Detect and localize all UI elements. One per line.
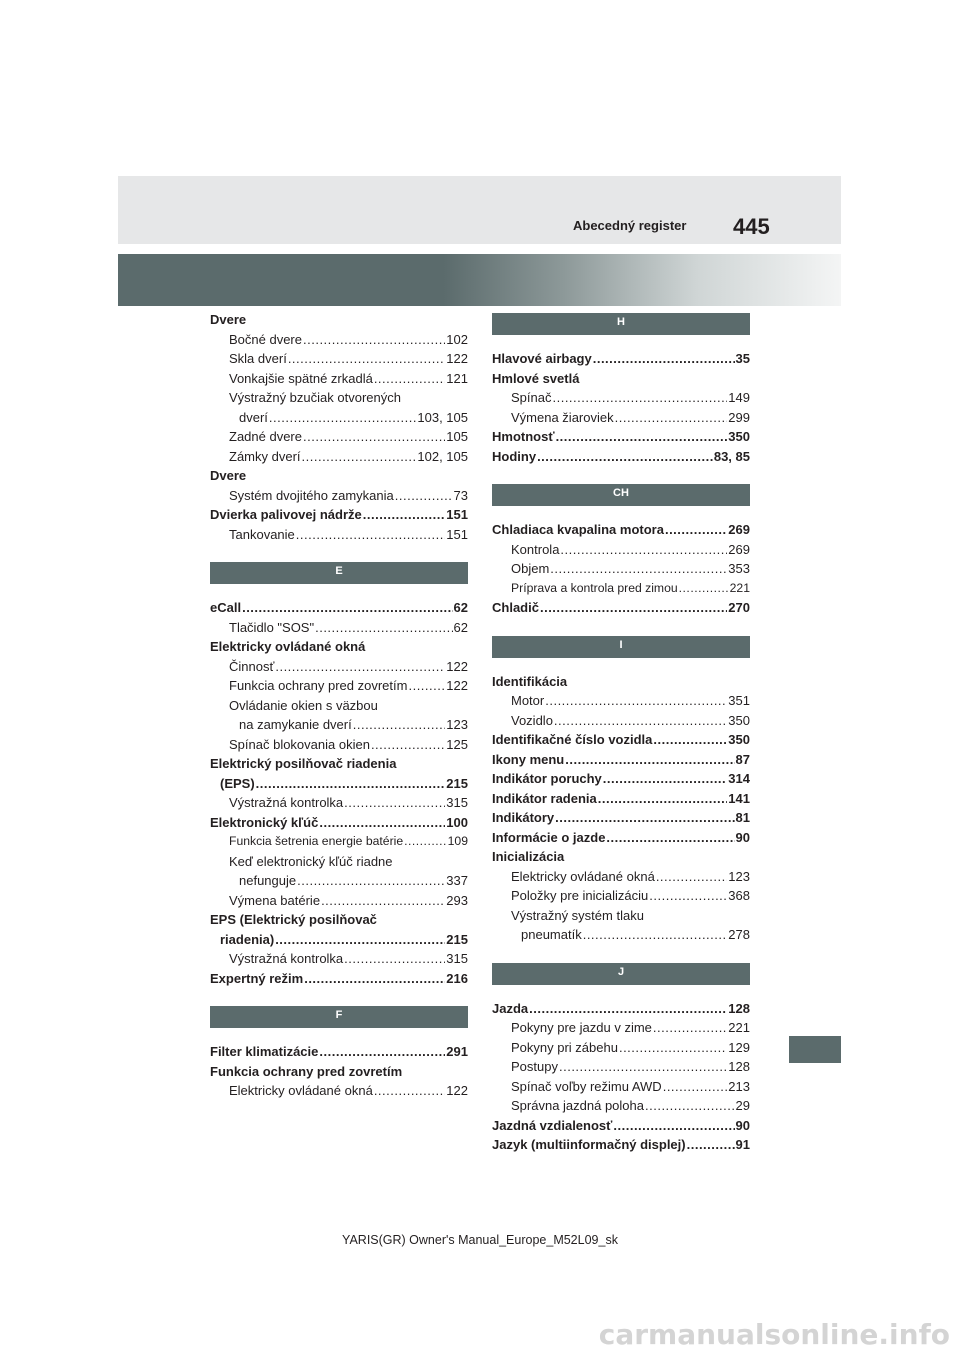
entry-text: Hodiny [492, 448, 537, 464]
page-reference: 149 [728, 390, 750, 405]
entry-text: Správna jazdná poloha [511, 1098, 644, 1113]
page-reference: 122 [446, 678, 468, 693]
leader-dots [275, 930, 445, 950]
index-subentry [210, 891, 468, 911]
entry-text: Indikátor poruchy [492, 771, 602, 786]
leader-dots [529, 999, 727, 1019]
index-entry [210, 930, 468, 950]
page-reference: 35 [735, 351, 750, 366]
leader-dots [665, 520, 727, 540]
index-subentry [492, 867, 750, 887]
entry-text: Inicializácia [492, 849, 565, 864]
page-reference: 29 [735, 1098, 750, 1113]
leader-dots [303, 330, 445, 350]
page-reference: 123 [728, 868, 750, 884]
page-reference: 216 [446, 970, 468, 986]
index-subentry [210, 696, 468, 716]
entry-text: Výstražný bzučiak otvorených [229, 390, 401, 405]
leader-dots [242, 598, 452, 618]
index-letter-heading: E [210, 562, 468, 584]
page-reference: 90 [735, 1117, 750, 1133]
index-subentry [492, 388, 750, 408]
index-entry [492, 447, 750, 467]
page-reference: 123 [446, 717, 468, 732]
index-subentry [492, 711, 750, 731]
page-reference: 151 [446, 507, 468, 522]
entry-text: EPS (Elektrický posilňovač [210, 912, 377, 927]
page-reference: 215 [446, 931, 468, 947]
index-entry [210, 910, 468, 930]
index-entry [492, 369, 750, 389]
entry-text: Výstražný systém tlaku [511, 907, 644, 923]
page-reference: 125 [446, 736, 468, 752]
index-subentry [492, 408, 750, 428]
index-entry [492, 847, 750, 867]
entry-text: Funkcia ochrany pred zovretím [210, 1063, 403, 1079]
index-entry [492, 789, 750, 809]
index-entry [492, 828, 750, 848]
entry-text: na zamykanie dverí [239, 717, 352, 732]
index-entry [210, 813, 468, 833]
entry-text: Bočné dvere [229, 331, 302, 347]
entry-text: Jazdná vzdialenosť [492, 1117, 613, 1133]
index-entry [492, 1135, 750, 1155]
entry-text: Zámky dverí [229, 448, 301, 464]
page-reference: 102, 105 [417, 448, 468, 464]
page-reference: 141 [728, 790, 750, 806]
index-subentry [210, 832, 468, 852]
page-reference: 100 [446, 814, 468, 830]
page-reference: 122 [446, 1083, 468, 1098]
index-subentry [210, 486, 468, 506]
entry-text: Kontrola [511, 541, 560, 557]
leader-dots [593, 349, 735, 369]
entry-text: pneumatík [521, 927, 582, 942]
entry-text: Dvere [210, 312, 247, 327]
entry-text: Chladič [492, 600, 539, 615]
chapter-tab [789, 1036, 841, 1063]
entry-text: Spínač blokovania okien [229, 736, 370, 752]
page-reference: 337 [446, 873, 468, 888]
leader-dots [550, 559, 727, 579]
index-subentry [492, 925, 750, 945]
index-subentry [492, 1096, 750, 1116]
leader-dots [256, 774, 446, 794]
index-subentry [210, 793, 468, 813]
leader-dots [288, 349, 445, 369]
page-reference: 350 [728, 429, 750, 444]
index-subentry [210, 408, 468, 428]
leader-dots [319, 813, 445, 833]
page-reference: 221 [729, 580, 750, 595]
index-subentry [492, 906, 750, 926]
entry-text: Jazda [492, 1000, 529, 1016]
page-reference: 91 [735, 1137, 750, 1152]
index-letter-heading: J [492, 963, 750, 985]
index-subentry [210, 388, 468, 408]
page-reference: 122 [446, 658, 468, 674]
leader-dots [540, 598, 727, 618]
index-subentry [492, 691, 750, 711]
leader-dots [603, 769, 728, 789]
index-subentry [210, 369, 468, 389]
index-subentry [492, 559, 750, 579]
entry-text: Objem [511, 561, 550, 576]
index-entry [210, 1062, 468, 1082]
entry-text: Činnosť [229, 658, 275, 674]
leader-dots [552, 388, 727, 408]
entry-text: Vonkajšie spätné zrkadlá [229, 370, 373, 386]
leader-dots [303, 427, 445, 447]
page-reference: 81 [735, 810, 750, 825]
entry-text: Výstražná kontrolka [229, 795, 344, 810]
leader-dots [269, 408, 416, 428]
leader-dots [560, 540, 727, 560]
page-reference: 128 [728, 1059, 750, 1074]
leader-dots [302, 447, 417, 467]
index-entry [492, 520, 750, 540]
leader-dots [545, 691, 727, 711]
leader-dots [408, 676, 445, 696]
entry-text: (EPS) [220, 775, 255, 791]
leader-dots [619, 1038, 727, 1058]
page-reference: 278 [728, 927, 750, 942]
index-subentry [210, 330, 468, 350]
index-entry [210, 505, 468, 525]
index-subentry [492, 1018, 750, 1038]
page-reference: 90 [735, 829, 750, 845]
index-letter-heading: CH [492, 484, 750, 506]
index-letter-heading: F [210, 1006, 468, 1028]
entry-text: Pokyny pre jazdu v zime [511, 1020, 652, 1035]
leader-dots [321, 891, 445, 911]
entry-text: Identifikácia [492, 673, 568, 689]
page-reference: 62 [453, 619, 468, 635]
page-reference: 353 [728, 561, 750, 576]
leader-dots [404, 832, 447, 852]
leader-dots [344, 793, 445, 813]
page-reference: 350 [728, 732, 750, 747]
page-reference: 269 [728, 522, 750, 537]
index-entry [492, 1116, 750, 1136]
index-subentry [210, 618, 468, 638]
page-reference: 269 [728, 541, 750, 557]
entry-text: Skla dverí [229, 351, 287, 366]
page-reference: 151 [446, 526, 468, 542]
leader-dots [344, 949, 445, 969]
index-subentry [210, 525, 468, 545]
index-subentry [210, 349, 468, 369]
page-reference: 121 [446, 370, 468, 386]
leader-dots [606, 828, 734, 848]
page-reference: 122 [446, 351, 468, 366]
index-entry [492, 672, 750, 692]
index-entry [210, 466, 468, 486]
entry-text: Ikony menu [492, 751, 565, 767]
page-reference: 315 [446, 795, 468, 810]
leader-dots [613, 1116, 734, 1136]
entry-text: Elektricky ovládané okná [511, 868, 655, 884]
entry-text: Ovládanie okien s väzbou [229, 697, 378, 713]
page-reference: 129 [728, 1039, 750, 1055]
entry-text: Vozidlo [511, 712, 553, 728]
index-entry [492, 808, 750, 828]
entry-text: Postupy [511, 1059, 558, 1074]
entry-text: Výmena žiaroviek [511, 409, 614, 425]
page-reference: 351 [728, 693, 750, 708]
entry-text: Spínač voľby režimu AWD [511, 1078, 662, 1094]
index-letter-heading: H [492, 313, 750, 335]
page-reference: 270 [728, 600, 750, 615]
page-reference: 83, 85 [713, 448, 750, 464]
index-column-left [210, 310, 468, 1101]
index-subentry [210, 447, 468, 467]
page-reference: 293 [446, 892, 468, 908]
index-entry [492, 730, 750, 750]
index-entry [210, 1042, 468, 1062]
leader-dots [395, 486, 453, 506]
entry-text: Dvere [210, 468, 247, 483]
header-gradient-band [118, 254, 841, 306]
leader-dots [615, 408, 728, 428]
entry-text: Expertný režim [210, 970, 304, 986]
page-reference: 62 [453, 600, 468, 615]
index-entry [492, 999, 750, 1019]
entry-text: nefunguje [239, 873, 297, 888]
entry-text: eCall [210, 600, 242, 615]
index-subentry [210, 657, 468, 677]
page-reference: 299 [728, 409, 750, 425]
index-entry [210, 969, 468, 989]
leader-dots [374, 1081, 445, 1101]
entry-text: Tlačidlo "SOS" [229, 619, 315, 635]
index-entry [210, 754, 468, 774]
entry-text: Systém dvojitého zamykania [229, 487, 394, 503]
index-entry [210, 310, 468, 330]
entry-text: Filter klimatizácie [210, 1044, 319, 1059]
entry-text: Hmlové svetlá [492, 370, 580, 386]
index-entry [210, 598, 468, 618]
leader-dots [687, 1135, 735, 1155]
entry-text: Elektricky ovládané okná [229, 1083, 373, 1098]
index-entry [492, 750, 750, 770]
leader-dots [296, 525, 446, 545]
page-reference: 73 [453, 487, 468, 503]
page-reference: 103, 105 [417, 409, 468, 425]
leader-dots [598, 789, 728, 809]
index-entry [492, 427, 750, 447]
page-reference: 105 [446, 429, 468, 444]
footer-text: YARIS(GR) Owner's Manual_Europe_M52L09_sk [342, 1233, 618, 1247]
leader-dots [297, 871, 445, 891]
index-entry [210, 637, 468, 657]
entry-text: Pokyny pri zábehu [511, 1039, 618, 1055]
index-entry [492, 349, 750, 369]
leader-dots [304, 969, 445, 989]
entry-text: Funkcia ochrany pred zovretím [229, 678, 408, 693]
leader-dots [371, 735, 445, 755]
entry-text: Jazyk (multiinformačný displej) [492, 1137, 686, 1152]
index-entry [210, 774, 468, 794]
entry-text: Chladiaca kvapalina motora [492, 522, 664, 537]
entry-text: Spínač [511, 390, 552, 405]
page-reference: 350 [728, 712, 750, 728]
page-reference: 87 [735, 751, 750, 767]
leader-dots [653, 730, 727, 750]
index-entry [492, 769, 750, 789]
leader-dots [556, 427, 728, 447]
index-subentry [210, 735, 468, 755]
watermark: carmanualsonline.info [598, 1318, 950, 1351]
leader-dots [554, 711, 727, 731]
page-reference: 315 [446, 951, 468, 966]
page-reference: 109 [447, 834, 468, 848]
index-subentry [492, 886, 750, 906]
page-reference: 368 [728, 888, 750, 903]
index-subentry [492, 579, 750, 599]
entry-text: Položky pre inicializáciu [511, 888, 649, 903]
index-subentry [492, 1057, 750, 1077]
leader-dots [559, 1057, 727, 1077]
page-reference: 215 [446, 775, 468, 791]
entry-text: Elektrický posilňovač riadenia [210, 756, 397, 771]
index-subentry [210, 715, 468, 735]
leader-dots [374, 369, 445, 389]
leader-dots [353, 715, 446, 735]
leader-dots [315, 618, 452, 638]
entry-text: Motor [511, 693, 545, 708]
index-subentry [210, 949, 468, 969]
entry-text: Príprava a kontrola pred zimou [511, 580, 678, 595]
entry-text: Hlavové airbagy [492, 351, 592, 366]
leader-dots [319, 1042, 445, 1062]
page-reference: 221 [728, 1020, 750, 1035]
entry-text: Výstražná kontrolka [229, 951, 344, 966]
index-entry [492, 598, 750, 618]
leader-dots [275, 657, 445, 677]
entry-text: Tankovanie [229, 526, 295, 542]
leader-dots [583, 925, 728, 945]
leader-dots [656, 867, 727, 887]
entry-text: Dvierka palivovej nádrže [210, 507, 362, 522]
leader-dots [663, 1077, 728, 1097]
entry-text: Hmotnosť [492, 429, 555, 444]
index-subentry [210, 871, 468, 891]
entry-text: Indikátor radenia [492, 790, 597, 806]
entry-text: Keď elektronický kľúč riadne [229, 853, 393, 869]
leader-dots [649, 886, 727, 906]
leader-dots [363, 505, 446, 525]
entry-text: Informácie o jazde [492, 829, 606, 845]
index-subentry [492, 540, 750, 560]
leader-dots [537, 447, 713, 467]
page-reference: 314 [728, 771, 750, 786]
leader-dots [565, 750, 734, 770]
entry-text: Výmena batérie [229, 892, 321, 908]
leader-dots [653, 1018, 727, 1038]
index-subentry [210, 676, 468, 696]
entry-text: Elektricky ovládané okná [210, 639, 366, 654]
entry-text: Elektronický kľúč [210, 814, 319, 830]
index-subentry [492, 1077, 750, 1097]
page-reference: 128 [728, 1000, 750, 1016]
index-subentry [492, 1038, 750, 1058]
leader-dots [679, 579, 729, 599]
leader-dots [645, 1096, 735, 1116]
entry-text: Identifikačné číslo vozidla [492, 732, 653, 747]
index-column-right [492, 310, 750, 1155]
index-subentry [210, 1081, 468, 1101]
index-letter-heading: I [492, 636, 750, 658]
entry-text: dverí [239, 409, 268, 425]
entry-text: Indikátory [492, 810, 555, 825]
page-reference: 102 [446, 331, 468, 347]
index-subentry [210, 427, 468, 447]
page-reference: 291 [446, 1044, 468, 1059]
leader-dots [555, 808, 734, 828]
entry-text: riadenia) [220, 931, 275, 947]
page-reference: 213 [728, 1078, 750, 1094]
section-title: Abecedný register [573, 218, 687, 233]
index-subentry [210, 852, 468, 872]
entry-text: Funkcia šetrenia energie batérie [229, 834, 404, 848]
page-number: 445 [733, 214, 770, 239]
entry-text: Zadné dvere [229, 429, 302, 444]
